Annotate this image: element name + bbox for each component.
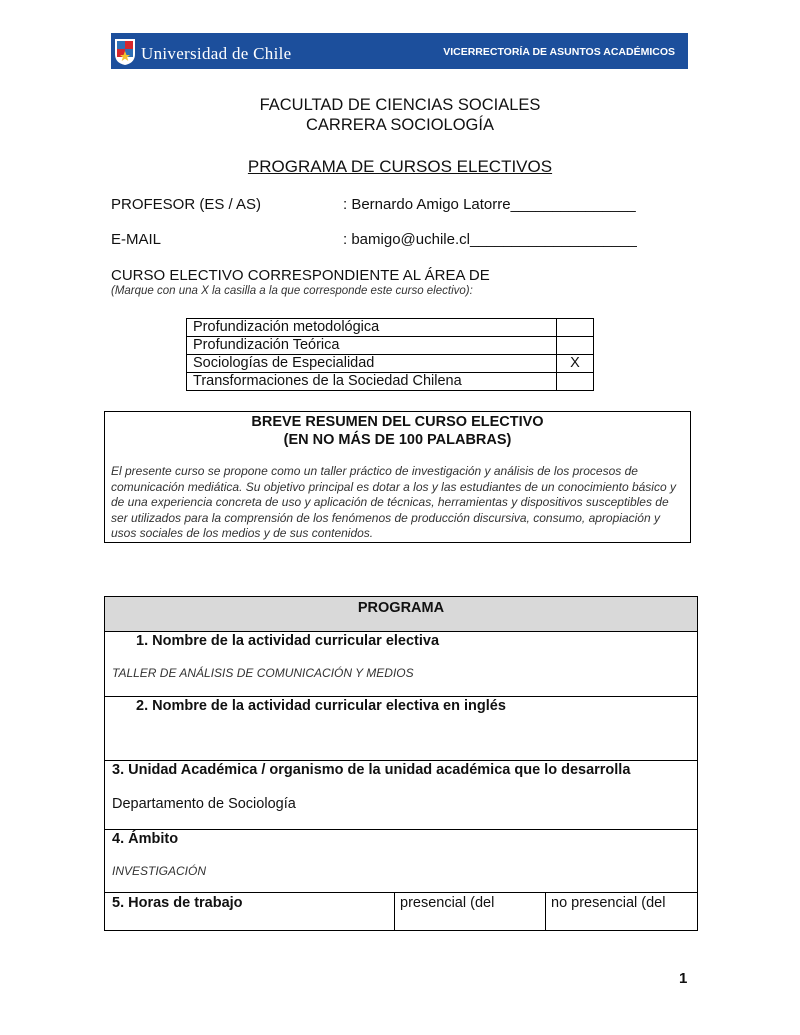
section-1-value: TALLER DE ANÁLISIS DE COMUNICACIÓN Y MEDIOS — [112, 666, 414, 680]
programa-section-4 — [105, 829, 697, 893]
programa-section-3 — [105, 760, 697, 829]
program-title: PROGRAMA DE CURSOS ELECTIVOS — [247, 157, 553, 176]
area-table — [186, 318, 594, 391]
summary-heading: BREVE RESUMEN DEL CURSO ELECTIVO — [251, 414, 544, 430]
summary-body: El presente curso se propone como un taller práctico de investigación y análisis de los procesos de comunicación mediática. Su objetivo principal es dotar a los y las estudiantes de un conocimiento básico y de una experiencia concreta de uso y aplicación de técnicas, herramientas y dispositivos susceptibles de ser utilizados para la comprensión de los fenómenos de producción discursiva, consumo, apropiación y usos sociales de los medios y de sus contenidos. — [111, 464, 676, 540]
section-3-value: Departamento de Sociología — [112, 796, 296, 812]
section-4-value: INVESTIGACIÓN — [112, 864, 207, 878]
summary-box — [104, 411, 691, 543]
area-row — [187, 373, 594, 391]
career-title: CARRERA SOCIOLOGÍA — [306, 116, 494, 134]
area-row — [187, 355, 594, 373]
university-name: Universidad de Chile — [141, 44, 292, 63]
email-label: E-MAIL — [111, 231, 162, 248]
column-divider — [394, 893, 395, 930]
page-number: 1 — [679, 970, 688, 987]
section-3-title: 3. Unidad Académica / organismo de la unidad académica que lo desarrolla — [112, 762, 631, 778]
programa-section-5 — [105, 892, 697, 930]
section-1-title: 1. Nombre de la actividad curricular electiva — [136, 633, 440, 649]
section-4-title: 4. Ámbito — [112, 831, 179, 847]
area-option-mark[interactable]: X — [557, 355, 594, 373]
column-divider — [545, 893, 546, 930]
area-row — [187, 319, 594, 337]
area-note: (Marque con una X la casilla a la que corresponde este curso electivo): — [111, 285, 473, 297]
programa-section-2 — [105, 696, 697, 761]
section-2-title: 2. Nombre de la actividad curricular electiva en inglés — [136, 698, 506, 714]
programa-section-1 — [105, 631, 697, 696]
section-5-presencial: presencial (del — [400, 895, 495, 911]
university-crest-icon — [114, 38, 136, 66]
area-option-label: Profundización Teórica — [187, 337, 557, 355]
area-option-label: Profundización metodológica — [187, 319, 557, 337]
area-label: CURSO ELECTIVO CORRESPONDIENTE AL ÁREA DE — [111, 267, 490, 284]
area-option-label: Transformaciones de la Sociedad Chilena — [187, 373, 557, 391]
area-row — [187, 337, 594, 355]
professor-label: PROFESOR (ES / AS) — [111, 196, 262, 213]
area-option-mark[interactable] — [557, 373, 594, 391]
section-5-title: 5. Horas de trabajo — [112, 895, 243, 911]
area-option-mark[interactable] — [557, 319, 594, 337]
section-5-no-presencial: no presencial (del — [551, 895, 666, 911]
area-option-mark[interactable] — [557, 337, 594, 355]
email-value: : bamigo@uchile.cl____________________ — [343, 231, 637, 248]
summary-subheading: (EN NO MÁS DE 100 PALABRAS) — [283, 432, 512, 448]
area-option-label: Sociologías de Especialidad — [187, 355, 557, 373]
vicerrectoria-label: VICERRECTORÍA DE ASUNTOS ACADÉMICOS — [443, 46, 675, 58]
professor-value: : Bernardo Amigo Latorre_______________ — [343, 196, 636, 213]
programa-table — [104, 596, 698, 931]
programa-heading: PROGRAMA — [105, 597, 697, 631]
faculty-title: FACULTAD DE CIENCIAS SOCIALES — [259, 96, 541, 114]
